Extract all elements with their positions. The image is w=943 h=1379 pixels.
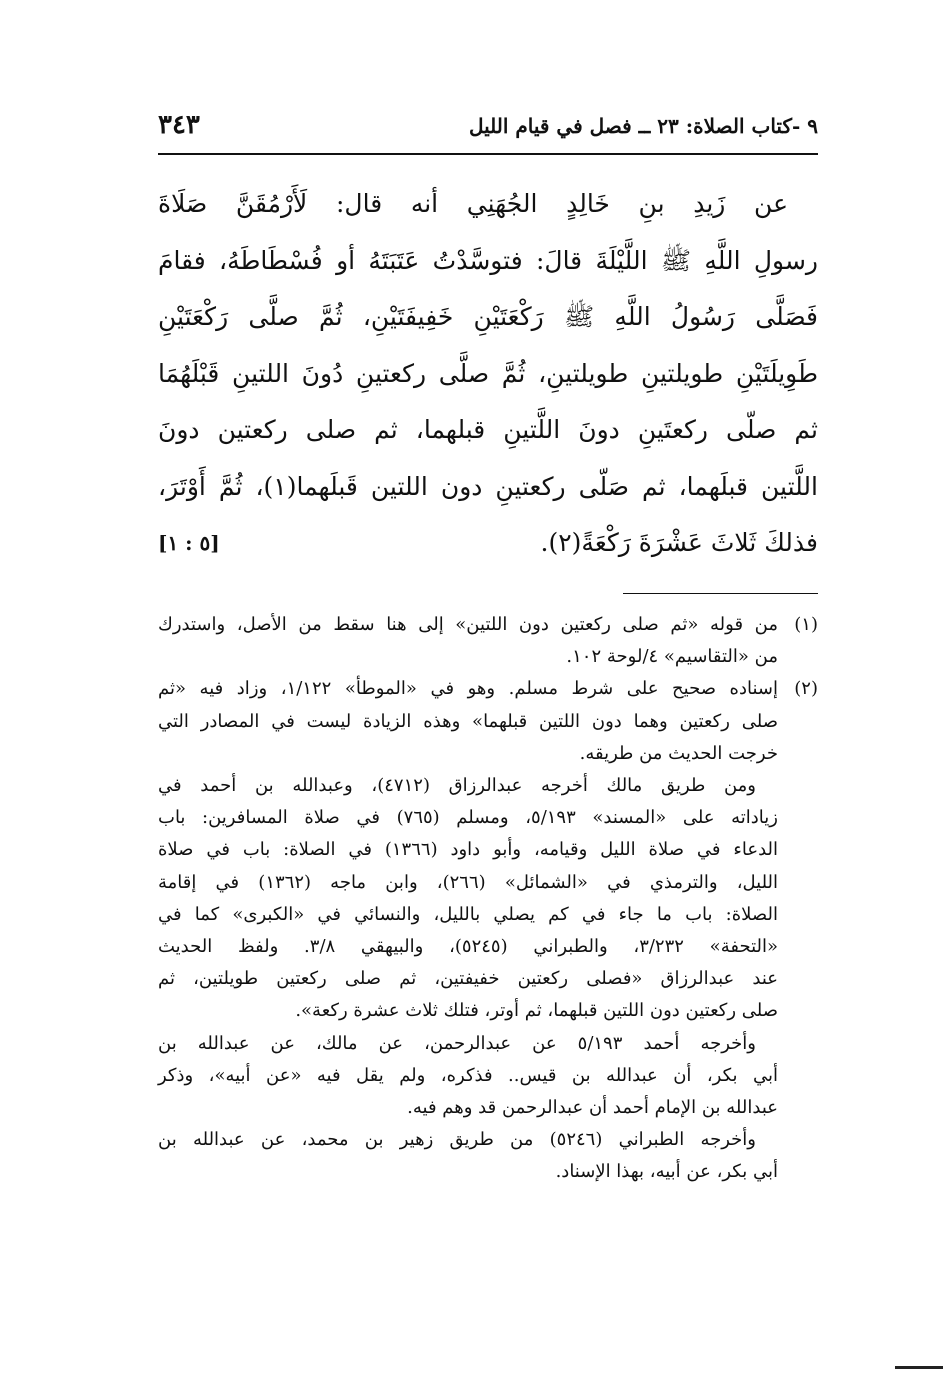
- footnote-line: ومن طريق مالك أخرجه عبدالرزاق (٤٧١٢)، وعبدالله بن أحمد في: [158, 775, 756, 797]
- footnote-line: الدعاء في صلاة الليل وقيامه، وأبو داود (١٣٦٦) في الصلاة: باب في صلاة: [158, 839, 779, 861]
- footnote-1: [158, 609, 818, 673]
- scan-edge-mark: [895, 1366, 943, 1369]
- footnote-line: خرجت الحديث من طريقه.: [579, 742, 778, 764]
- footnote-line: وأخرجه الطبراني (٥٢٤٦) من طريق زهير بن محمد، عن عبدالله بن: [158, 1129, 756, 1151]
- footnote-number: (١): [794, 614, 818, 635]
- footnote-line: صلى ركعتين وهما دون اللتين قبلهما» وهذه الزيادة ليست في المصادر التي: [158, 710, 778, 732]
- footnote-line: الصلاة: باب ما جاء في كم يصلي بالليل، والنسائي في «الكبرى» كما في: [158, 903, 778, 925]
- hadith-line: ثم صلّى ركعتَينِ دونَ اللَّتينِ قبلهما، ثم صلى ركعتين دونَ: [158, 415, 818, 444]
- running-head: ٩ -كتاب الصلاة: ٢٣ ــ فصل في قيام الليل: [468, 114, 818, 138]
- page-number: ٣٤٣: [158, 110, 200, 140]
- hadith-line: رسولِ اللَّهِ ﷺ اللَّيْلَةَ قالَ: فتوسَّدْتُ عَتَبَتَهُ أو فُسْطَاطَهُ، فقامَ: [158, 245, 818, 275]
- hadith-last-text: فذلكَ ثَلاثَ عَشْرَةَ رَكْعَةً(٢).: [540, 528, 818, 557]
- footnote-line: وأخرجه أحمد ٥/١٩٣ عن عبدالرحمن، عن مالك، عن عبدالله بن: [158, 1032, 756, 1054]
- hadith-text: [158, 176, 818, 572]
- hadith-line-last: [158, 515, 818, 572]
- footnote-line: «التحفة» ٣/٢٣٢، والطبراني (٥٢٤٥)، والبيهقي ٣/٨. ولفظ الحديث: [158, 936, 778, 958]
- footnote-2: [158, 673, 818, 1188]
- footnote-line: إسناده صحيح على شرط مسلم. وهو في «الموطأ» ١/١٢٢، وزاد فيه «ثم: [158, 678, 778, 700]
- footnote-line: أبي بكر، عن أبيه، بهذا الإسناد.: [555, 1161, 778, 1183]
- header-rule: [158, 153, 818, 155]
- footnote-body: [158, 673, 778, 1188]
- footnote-body: [158, 609, 778, 673]
- footnote-line: عند عبدالرزاق «فصلى ركعتين خفيفتين، ثم صلى ركعتين طويلتين، ثم: [158, 968, 778, 990]
- footnote-line: من «التقاسيم» ٤/لوحة ١٠٢.: [566, 646, 778, 668]
- page-header: [158, 108, 818, 154]
- footnote-line: أبي بكر، أن عبدالله بن قيس.. فذكره، ولم يقل فيه «عن أبيه»، وذكر: [158, 1064, 778, 1086]
- hadith-reference: [٥ : ١]: [158, 531, 220, 555]
- footnote-line: زياداته على «المسند» ٥/١٩٣، ومسلم (٧٦٥) في صلاة المسافرين: باب: [158, 807, 778, 829]
- hadith-line: عن زَيدِ بنِ خَالِدٍ الجُهَنِي أنه قال: لَأَرْمُقَنَّ صَلَاةَ: [158, 189, 788, 218]
- hadith-line: فَصَلَّى رَسُولُ اللَّهِ ﷺ رَكْعَتَيْنِ خَفِيفَتَيْنِ، ثُمَّ صلَّى رَكْعَتَيْنِ: [158, 302, 818, 331]
- footnote-line: الليل، والترمذي في «الشمائل» (٢٦٦)، وابن ماجه (١٣٦٢) في إقامة: [158, 871, 779, 893]
- footnote-line: صلى ركعتين دون اللتين قبلهما، ثم أوتر، فتلك ثلاث عشرة ركعة».: [295, 1000, 778, 1022]
- hadith-line: طَوِيلَتَيْنِ طويلتينِ طويلتينِ، ثُمَّ صلَّى ركعتينِ دُونَ اللتينِ قَبْلَهُمَا: [158, 358, 818, 388]
- footnote-rule: [623, 593, 818, 594]
- hadith-line: اللَّتين قبلَهما، ثم صَلّى ركعتينِ دون اللتين قَبلَهما(١)، ثُمَّ أَوْتَرَ،: [158, 471, 818, 501]
- footnote-line: عبدالله بن الإمام أحمد أن عبدالرحمن قد وهم فيه.: [407, 1097, 778, 1119]
- footnote-number: (٢): [794, 678, 818, 700]
- footnotes: [158, 609, 818, 1189]
- footnote-line: من قوله «ثم صلى ركعتين دون اللتين» إلى هنا سقط من الأصل، واستدرك: [158, 614, 778, 635]
